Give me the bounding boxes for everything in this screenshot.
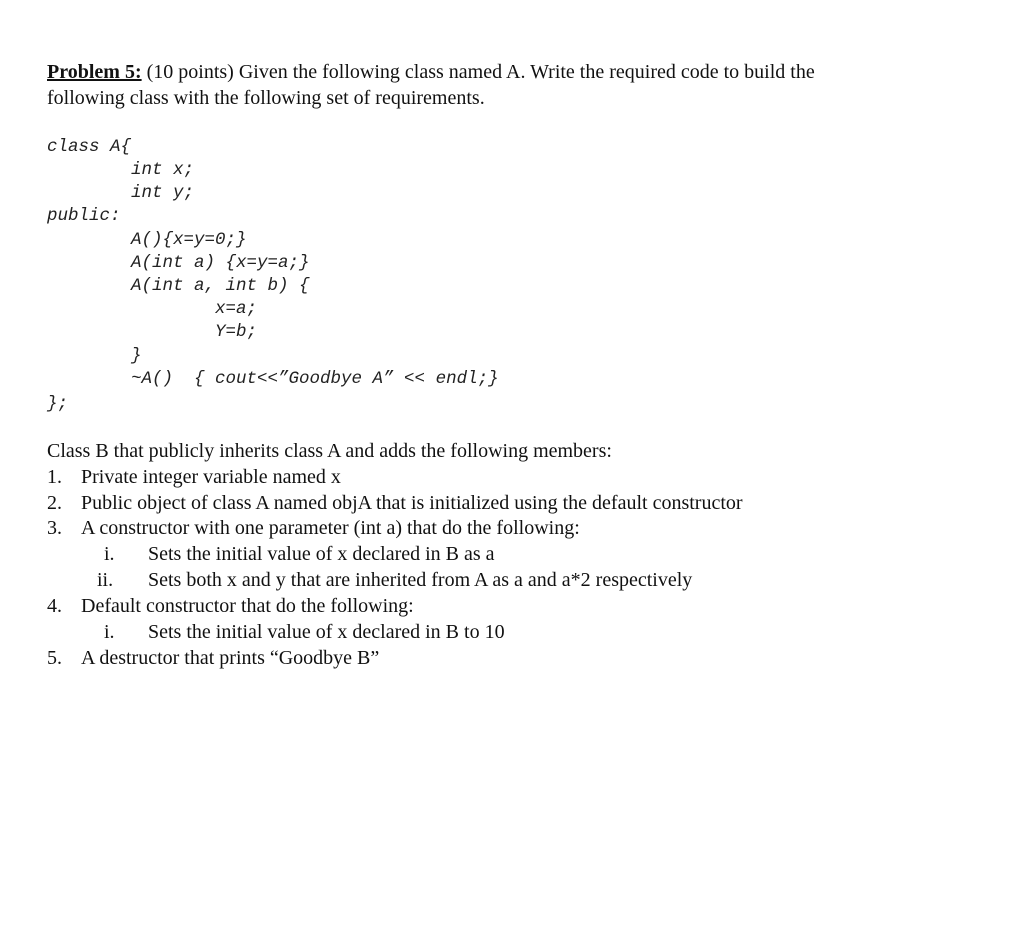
problem-text-1: (10 points) Given the following class named A. Write the required code to build the bbox=[141, 61, 815, 83]
list-item: Private integer variable named x bbox=[81, 466, 341, 488]
sub-list-item: Sets both x and y that are inherited from A as a and a*2 respectively bbox=[148, 569, 693, 591]
sub-list-item: Sets the initial value of x declared in B to 10 bbox=[148, 621, 505, 643]
problem-line-1 bbox=[47, 59, 987, 85]
list-marker: 3. bbox=[47, 517, 62, 539]
list-item: Public object of class A named objA that is initialized using the default constructor bbox=[81, 492, 743, 514]
code-line: class A{ bbox=[47, 137, 132, 157]
sub-list-marker: ii. bbox=[97, 569, 114, 591]
problem-text-2: following class with the following set of requirements. bbox=[47, 87, 485, 109]
code-line: ~A() { cout<<”Goodbye A” << endl;} bbox=[47, 369, 499, 389]
list-item: A constructor with one parameter (int a) that do the following: bbox=[81, 517, 580, 539]
code-line: A(){x=y=0;} bbox=[47, 230, 247, 250]
list-item: Default constructor that do the following: bbox=[81, 595, 414, 617]
code-line: Y=b; bbox=[47, 322, 258, 342]
code-line: }; bbox=[47, 394, 69, 414]
list-marker: 4. bbox=[47, 595, 62, 617]
sub-list-marker: i. bbox=[104, 543, 115, 565]
requirements-intro: Class B that publicly inherits class A and adds the following members: bbox=[47, 440, 612, 462]
sub-list-item: Sets the initial value of x declared in B as a bbox=[148, 543, 495, 565]
list-marker: 1. bbox=[47, 466, 62, 488]
code-line: int x; bbox=[47, 160, 195, 180]
code-line: x=a; bbox=[47, 299, 258, 319]
list-marker: 5. bbox=[47, 647, 62, 669]
list-item: A destructor that prints “Goodbye B” bbox=[81, 647, 380, 669]
code-line: int y; bbox=[47, 183, 195, 203]
code-line: A(int a, int b) { bbox=[47, 276, 310, 296]
list-marker: 2. bbox=[47, 492, 62, 514]
problem-label: Problem 5: bbox=[47, 61, 142, 83]
problem-statement bbox=[47, 59, 987, 111]
code-line: } bbox=[47, 346, 142, 366]
code-line: A(int a) {x=y=a;} bbox=[47, 253, 310, 273]
sub-list-marker: i. bbox=[104, 621, 115, 643]
code-line: public: bbox=[47, 206, 121, 226]
